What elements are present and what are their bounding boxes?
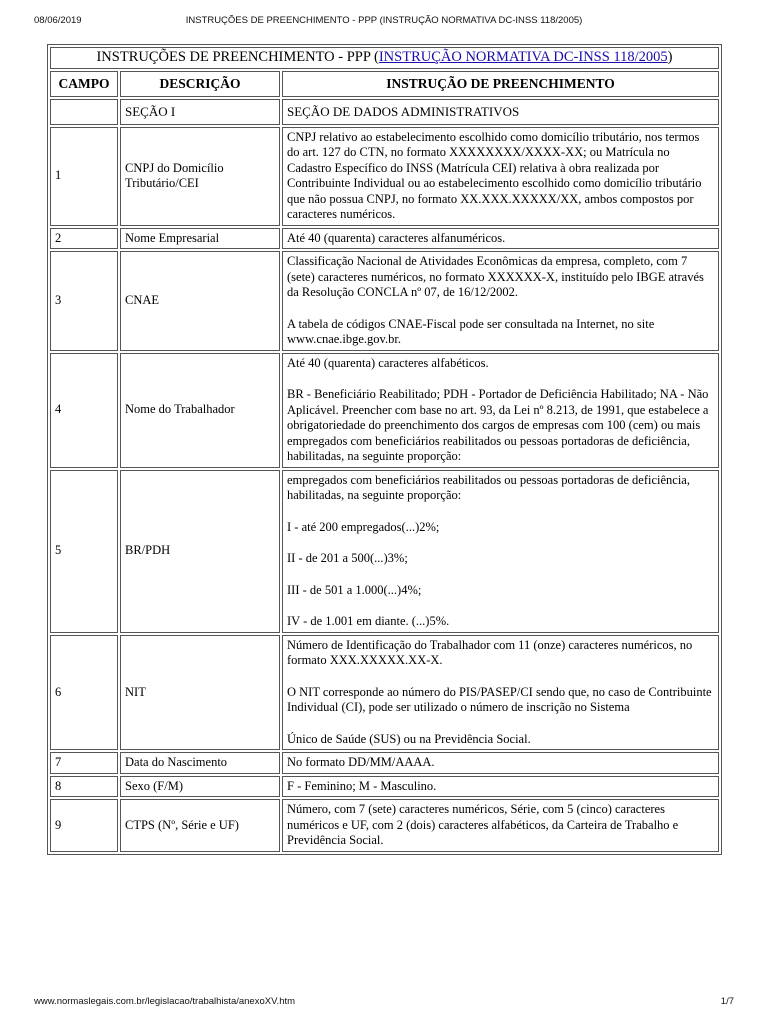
cell-campo: 6 xyxy=(50,635,118,751)
instrucao-paragraph: No formato DD/MM/AAAA. xyxy=(287,755,435,769)
table-row xyxy=(50,635,719,751)
instrucao-paragraph: Número, com 7 (sete) caracteres numéricos, Série, com 5 (cinco) caracteres numéricos e UF, com 2 (dois) caracteres alfabéticos, da Carteira de Trabalho e Previdência Social. xyxy=(287,802,679,847)
section-descricao: SEÇÃO I xyxy=(120,99,280,125)
cell-campo: 8 xyxy=(50,776,118,798)
instrucao-paragraph: A tabela de códigos CNAE-Fiscal pode ser consultada na Internet, no site www.cnae.ibge.gov.br. xyxy=(287,316,655,346)
instrucao-paragraph: empregados com beneficiários reabilitados ou pessoas portadoras de deficiência, habilitadas, na seguinte proporção: xyxy=(287,472,690,502)
column-header-instrucao: INSTRUÇÃO DE PREENCHIMENTO xyxy=(282,71,719,97)
cell-campo: 2 xyxy=(50,228,118,250)
instrucao-normativa-link[interactable]: INSTRUÇÃO NORMATIVA DC-INSS 118/2005 xyxy=(378,49,668,65)
instrucao-paragraph: BR - Beneficiário Reabilitado; PDH - Portador de Deficiência Habilitado; NA - Não Aplicável. Preencher com base no art. 93, da Lei nº 8.213, de 1991, que estabelece a obrigatoriedade do preenchimento dos cargos de empresas com 100 (cem) ou mais empregados com beneficiários reabilitados ou pessoas portadoras de deficiência, habilitadas, na seguinte proporção: xyxy=(287,387,709,463)
table-row xyxy=(50,470,719,633)
cell-instrucao xyxy=(282,228,719,250)
instrucao-paragraph: Até 40 (quarenta) caracteres alfabéticos. xyxy=(287,355,489,370)
table-title xyxy=(50,47,719,69)
cell-instrucao xyxy=(282,635,719,751)
table-row xyxy=(50,752,719,774)
print-date: 08/06/2019 xyxy=(34,15,82,26)
table-title-suffix: ) xyxy=(667,49,673,65)
column-header-campo: CAMPO xyxy=(50,71,118,97)
cell-instrucao xyxy=(282,776,719,798)
table-row xyxy=(50,228,719,250)
instrucao-paragraph: Classificação Nacional de Atividades Econômicas da empresa, completo, com 7 (sete) caracteres numéricos, no formato XXXXXX-X, instituído pelo IBGE através da Resolução CONCLA nº 07, de 16/12/2002. xyxy=(287,254,704,299)
table-row xyxy=(50,251,719,351)
table-title-row xyxy=(50,47,719,69)
column-header-descricao: DESCRIÇÃO xyxy=(120,71,280,97)
cell-campo: 9 xyxy=(50,799,118,852)
print-url: www.normaslegais.com.br/legislacao/trabalhista/anexoXV.htm xyxy=(34,996,296,1007)
table-row xyxy=(50,799,719,852)
cell-descricao: NIT xyxy=(120,635,280,751)
instrucao-paragraph: Número de Identificação do Trabalhador com 11 (onze) caracteres numéricos, no formato XXX.XXXXX.XX-X. xyxy=(287,637,693,667)
instrucao-paragraph: I - até 200 empregados(...)2%; xyxy=(287,519,440,534)
instructions-table-wrapper xyxy=(47,44,722,855)
instructions-table xyxy=(47,44,722,855)
cell-campo: 3 xyxy=(50,251,118,351)
cell-descricao: CTPS (Nº, Série e UF) xyxy=(120,799,280,852)
cell-instrucao xyxy=(282,353,719,468)
section-row xyxy=(50,99,719,125)
cell-instrucao xyxy=(282,470,719,633)
cell-instrucao xyxy=(282,127,719,226)
cell-descricao: Sexo (F/M) xyxy=(120,776,280,798)
cell-instrucao xyxy=(282,799,719,852)
print-header xyxy=(34,15,734,29)
cell-campo: 5 xyxy=(50,470,118,633)
cell-instrucao xyxy=(282,752,719,774)
cell-descricao: CNPJ do Domicílio Tributário/CEI xyxy=(120,127,280,226)
table-row xyxy=(50,776,719,798)
cell-descricao: BR/PDH xyxy=(120,470,280,633)
cell-campo: 4 xyxy=(50,353,118,468)
instrucao-paragraph: CNPJ relativo ao estabelecimento escolhido como domicílio tributário, nos termos do art. 127 do CTN, no formato XXXXXXXX/XXXX-XX; ou Matrícula no Cadastro Específico do INSS (Matrícula CEI) relativa à obra realizada por Contribuinte Individual ou ao estabelecimento escolhido como domicílio tributário que não possua CNPJ, no formato XX.XXX.XXXXX/XX, ambos compostos por caracteres numéricos. xyxy=(287,129,702,221)
instrucao-paragraph: IV - de 1.001 em diante. (...)5%. xyxy=(287,614,450,628)
print-title: INSTRUÇÕES DE PREENCHIMENTO - PPP (INSTRUÇÃO NORMATIVA DC-INSS 118/2005) xyxy=(185,15,583,26)
instrucao-paragraph: Até 40 (quarenta) caracteres alfanuméricos. xyxy=(287,230,506,245)
instrucao-paragraph: O NIT corresponde ao número do PIS/PASEP/CI sendo que, no caso de Contribuinte Individual (CI), pode ser utilizado o número de inscrição no Sistema xyxy=(287,684,712,714)
cell-instrucao xyxy=(282,251,719,351)
print-page-number: 1/7 xyxy=(720,996,734,1007)
instrucao-paragraph: II - de 201 a 500(...)3%; xyxy=(287,551,408,565)
cell-campo: 7 xyxy=(50,752,118,774)
print-footer xyxy=(34,996,734,1010)
instrucao-paragraph: III - de 501 a 1.000(...)4%; xyxy=(287,582,422,597)
table-header-row xyxy=(50,71,719,97)
cell-descricao: Data do Nascimento xyxy=(120,752,280,774)
cell-descricao: CNAE xyxy=(120,251,280,351)
section-campo xyxy=(50,99,118,125)
cell-descricao: Nome Empresarial xyxy=(120,228,280,250)
table-row xyxy=(50,353,719,468)
section-instrucao: SEÇÃO DE DADOS ADMINISTRATIVOS xyxy=(282,99,719,125)
instrucao-paragraph: F - Feminino; M - Masculino. xyxy=(287,778,437,793)
cell-campo: 1 xyxy=(50,127,118,226)
instrucao-paragraph: Único de Saúde (SUS) ou na Previdência Social. xyxy=(287,731,531,746)
table-row xyxy=(50,127,719,226)
table-title-prefix: INSTRUÇÕES DE PREENCHIMENTO - PPP ( xyxy=(96,49,379,65)
cell-descricao: Nome do Trabalhador xyxy=(120,353,280,468)
